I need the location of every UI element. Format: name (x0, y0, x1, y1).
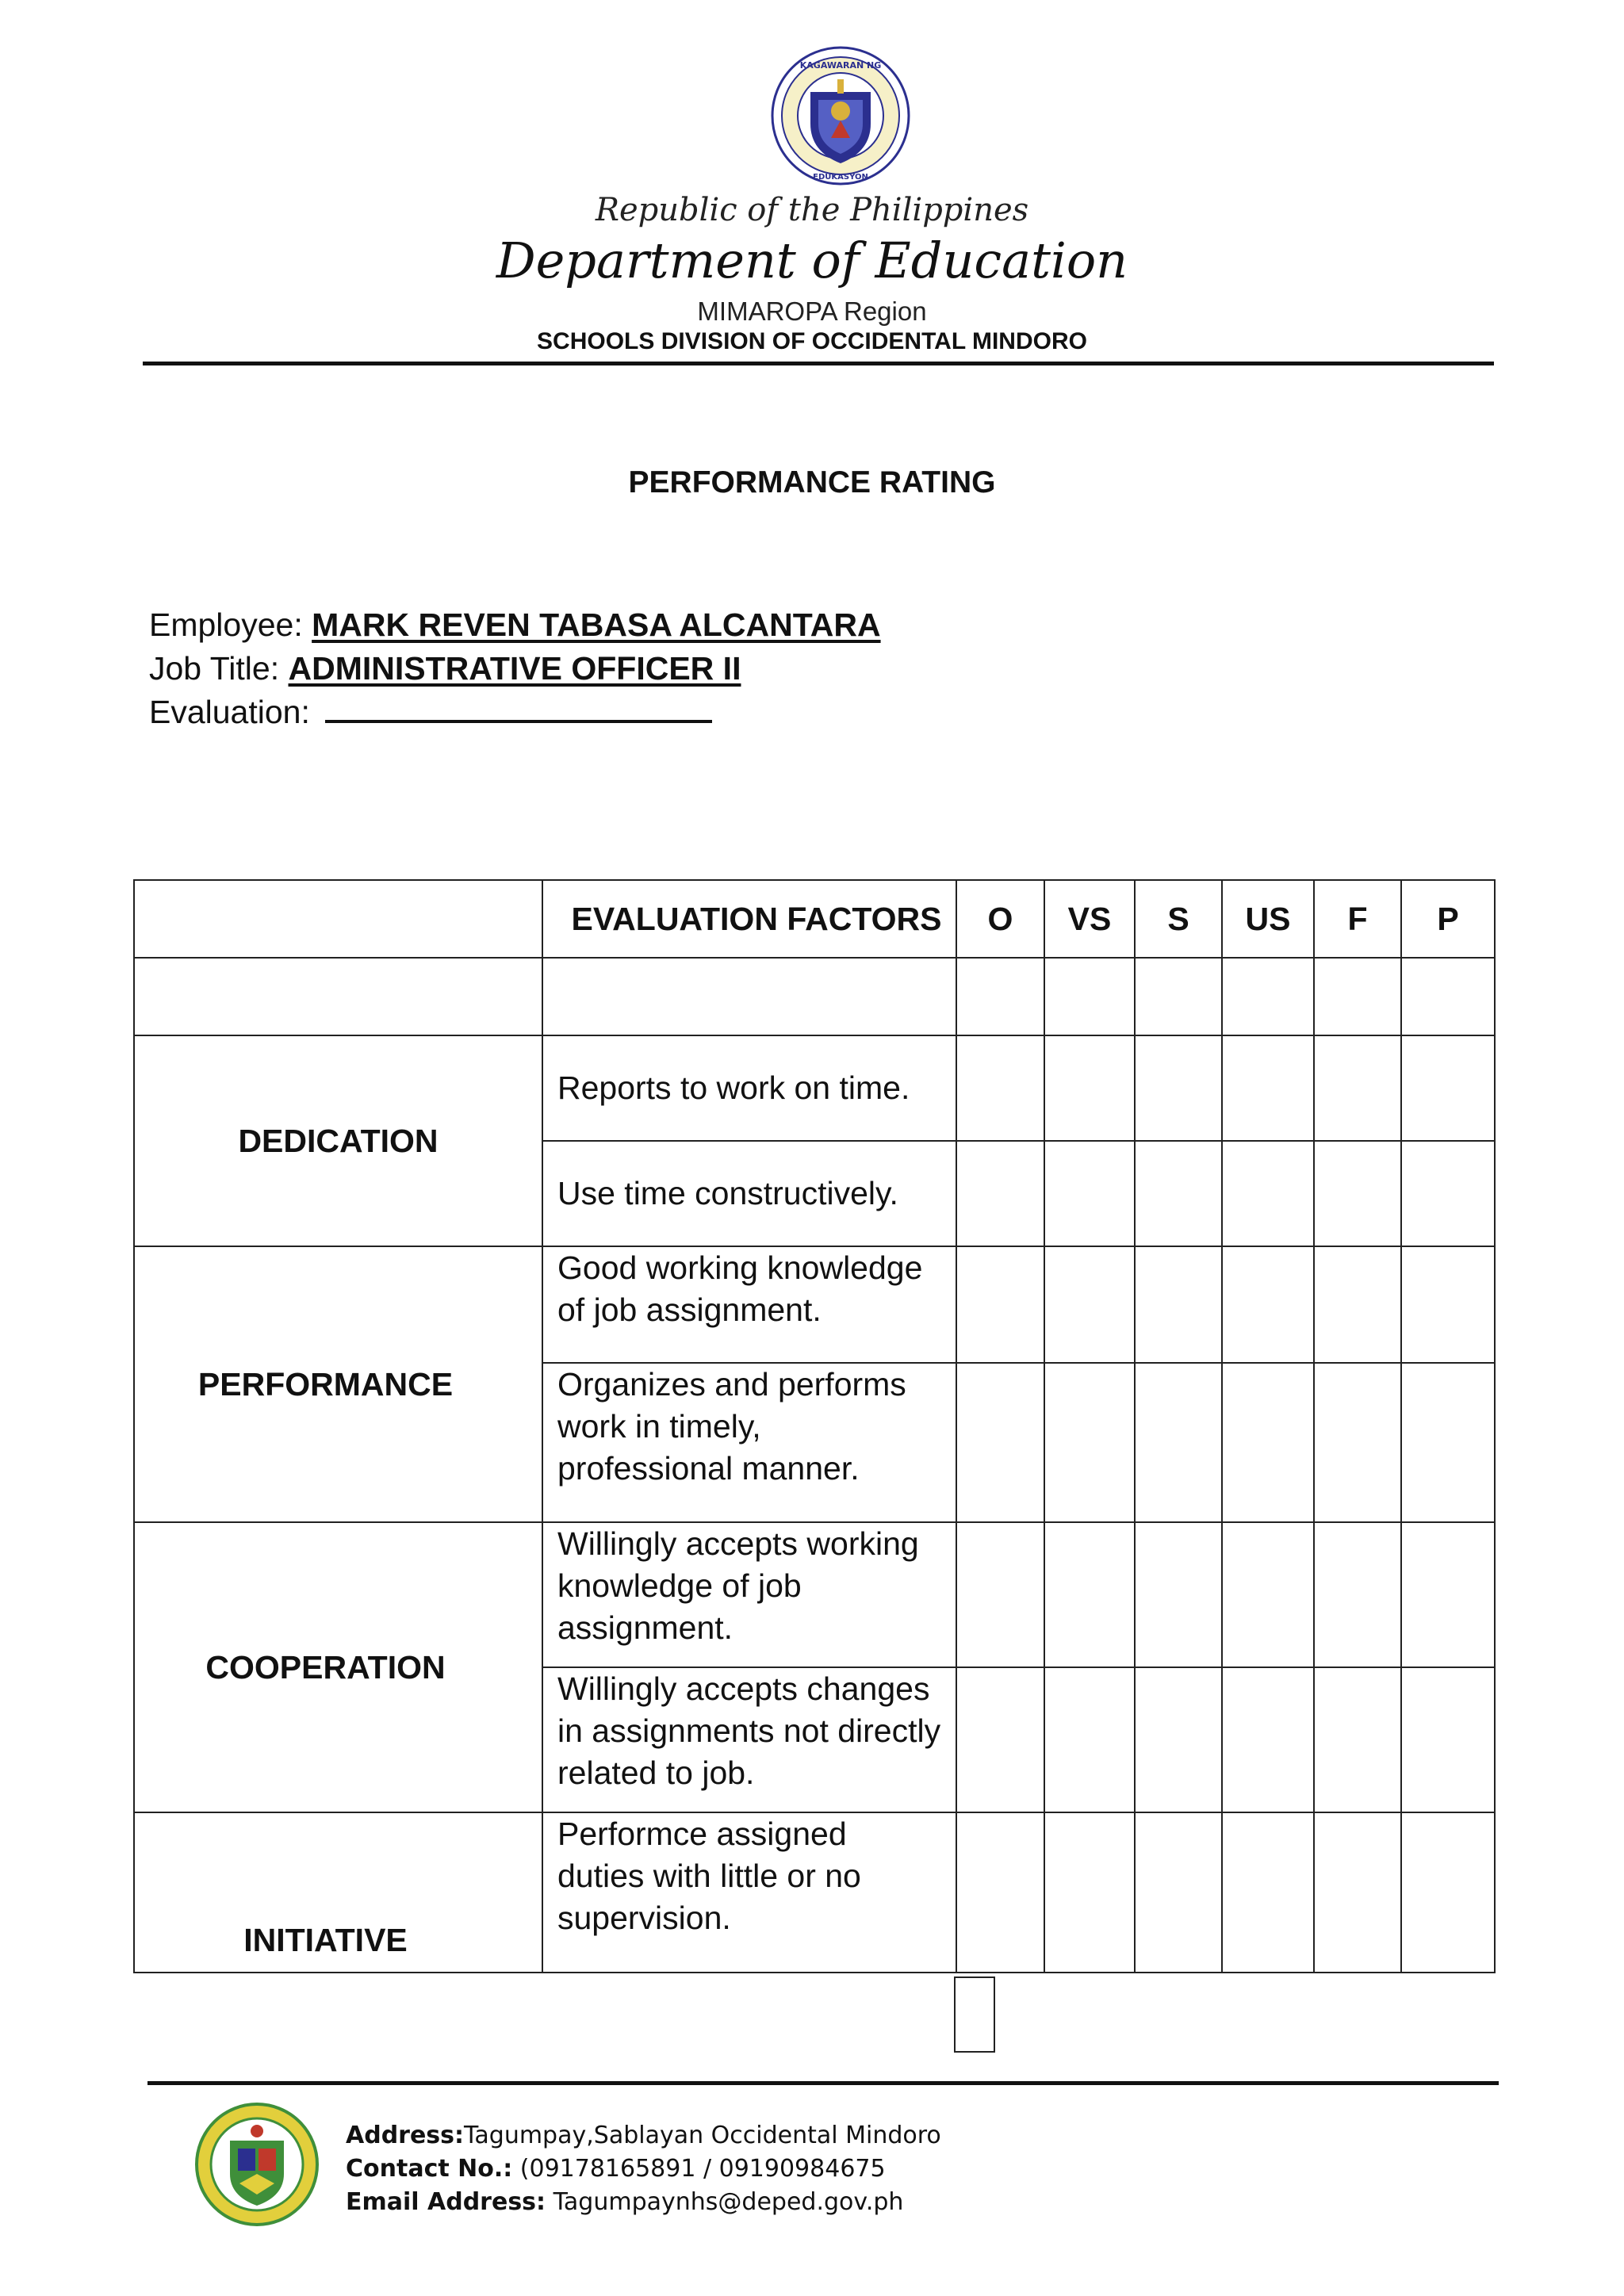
evaluation-factors-header: EVALUATION FACTORS (542, 880, 956, 958)
rating-cell[interactable] (1135, 1522, 1222, 1667)
rating-cell[interactable] (1222, 1363, 1314, 1522)
rating-cell[interactable] (956, 1035, 1044, 1141)
rating-cell[interactable] (1222, 1812, 1314, 1973)
rating-cell[interactable] (1314, 1667, 1401, 1812)
factor-description: Good working knowledge of job assignment. (542, 1246, 956, 1363)
job-title-field (149, 650, 741, 687)
evaluation-field (149, 694, 712, 731)
email-label: Email Address: (346, 2188, 546, 2216)
rating-header-p: P (1401, 880, 1495, 958)
republic-heading: Republic of the Philippines (595, 192, 1029, 228)
division-heading: SCHOOLS DIVISION OF OCCIDENTAL MINDORO (537, 328, 1087, 354)
rating-cell[interactable] (1044, 958, 1135, 1035)
table-empty-row (134, 958, 1495, 1035)
rating-cell[interactable] (956, 1141, 1044, 1246)
rating-cell[interactable] (1314, 1363, 1401, 1522)
rating-cell[interactable] (1135, 1035, 1222, 1141)
rating-cell[interactable] (1044, 1035, 1135, 1141)
factor-description: Performce assigned duties with little or no supervision. (542, 1812, 956, 1973)
rating-cell[interactable] (1401, 958, 1495, 1035)
rating-cell[interactable] (956, 1246, 1044, 1363)
rating-cell[interactable] (1044, 1363, 1135, 1522)
rating-cell[interactable] (1401, 1522, 1495, 1667)
empty-cell (134, 958, 542, 1035)
evaluation-label: Evaluation: (149, 694, 310, 730)
category-initiative: INITIATIVE (134, 1812, 542, 1973)
rating-cell[interactable] (1135, 1141, 1222, 1246)
rating-header-o: O (956, 880, 1044, 958)
factor-description: Willingly accepts working knowledge of job assignment. (542, 1522, 956, 1667)
header-divider (143, 362, 1494, 365)
rating-cell[interactable] (1401, 1246, 1495, 1363)
rating-cell[interactable] (1222, 1141, 1314, 1246)
rating-header-f: F (1314, 880, 1401, 958)
rating-cell[interactable] (1135, 1667, 1222, 1812)
job-title-value: ADMINISTRATIVE OFFICER II (288, 650, 741, 687)
rating-cell[interactable] (1222, 1246, 1314, 1363)
email-value[interactable]: Tagumpaynhs@deped.gov.ph (546, 2188, 904, 2216)
employee-value: MARK REVEN TABASA ALCANTARA (312, 607, 881, 643)
rating-cell[interactable] (1222, 1522, 1314, 1667)
school-seal-logo (193, 2101, 320, 2228)
rating-cell[interactable] (1135, 1246, 1222, 1363)
rating-cell[interactable] (956, 1522, 1044, 1667)
rating-cell[interactable] (1044, 1522, 1135, 1667)
table-row (134, 1812, 1495, 1973)
rating-cell[interactable] (956, 1363, 1044, 1522)
footer-email (346, 2188, 903, 2216)
employee-label: Employee: (149, 607, 303, 643)
footer-contact (346, 2155, 886, 2183)
evaluation-blank[interactable] (325, 714, 712, 723)
table-row (134, 1035, 1495, 1141)
rating-cell[interactable] (956, 1812, 1044, 1973)
address-label: Address: (346, 2122, 465, 2149)
rating-cell[interactable] (1314, 1246, 1401, 1363)
footer-address (346, 2122, 941, 2149)
rating-cell[interactable] (1135, 1363, 1222, 1522)
table-header-row (134, 880, 1495, 958)
contact-value: (09178165891 / 09190984675 (512, 2155, 886, 2183)
rating-cell[interactable] (1314, 1812, 1401, 1973)
rating-cell[interactable] (1401, 1035, 1495, 1141)
job-title-label: Job Title: (149, 650, 280, 687)
footer-divider (147, 2081, 1499, 2085)
form-title: PERFORMANCE RATING (628, 465, 996, 499)
rating-cell[interactable] (1314, 958, 1401, 1035)
empty-cell (542, 958, 956, 1035)
category-dedication: DEDICATION (134, 1035, 542, 1246)
factor-description: Reports to work on time. (542, 1035, 956, 1141)
rating-cell[interactable] (1401, 1363, 1495, 1522)
rating-cell[interactable] (956, 958, 1044, 1035)
region-heading: MIMAROPA Region (697, 297, 927, 326)
svg-text:EDUKASYON: EDUKASYON (813, 173, 868, 182)
department-heading: Department of Education (496, 232, 1128, 289)
address-value: Tagumpay,Sablayan Occidental Mindoro (464, 2122, 941, 2149)
rating-cell[interactable] (1314, 1141, 1401, 1246)
rating-cell[interactable] (1044, 1667, 1135, 1812)
rating-header-us: US (1222, 880, 1314, 958)
rating-cell[interactable] (1044, 1246, 1135, 1363)
deped-seal-logo (769, 44, 912, 187)
rating-cell[interactable] (1222, 1667, 1314, 1812)
rating-cell[interactable] (1135, 958, 1222, 1035)
stray-table-cell (954, 1976, 995, 2053)
table-row (134, 1522, 1495, 1667)
category-cooperation: COOPERATION (134, 1522, 542, 1812)
rating-cell[interactable] (1314, 1035, 1401, 1141)
factor-description: Willingly accepts changes in assignments not directly related to job. (542, 1667, 956, 1812)
rating-cell[interactable] (1222, 1035, 1314, 1141)
rating-cell[interactable] (956, 1667, 1044, 1812)
factor-description: Organizes and performs work in timely, professional manner. (542, 1363, 956, 1522)
rating-cell[interactable] (1401, 1141, 1495, 1246)
table-row (134, 1246, 1495, 1363)
rating-cell[interactable] (1135, 1812, 1222, 1973)
header-blank-cell (134, 880, 542, 958)
category-performance: PERFORMANCE (134, 1246, 542, 1522)
rating-cell[interactable] (1401, 1667, 1495, 1812)
rating-cell[interactable] (1222, 958, 1314, 1035)
rating-cell[interactable] (1044, 1141, 1135, 1246)
rating-cell[interactable] (1401, 1812, 1495, 1973)
rating-header-vs: VS (1044, 880, 1135, 958)
svg-text:KAGAWARAN NG: KAGAWARAN NG (799, 60, 882, 71)
contact-label: Contact No.: (346, 2155, 513, 2183)
rating-cell[interactable] (1314, 1522, 1401, 1667)
rating-cell[interactable] (1044, 1812, 1135, 1973)
factor-description: Use time constructively. (542, 1141, 956, 1246)
employee-field (149, 607, 881, 644)
rating-header-s: S (1135, 880, 1222, 958)
evaluation-table (133, 879, 1496, 1973)
